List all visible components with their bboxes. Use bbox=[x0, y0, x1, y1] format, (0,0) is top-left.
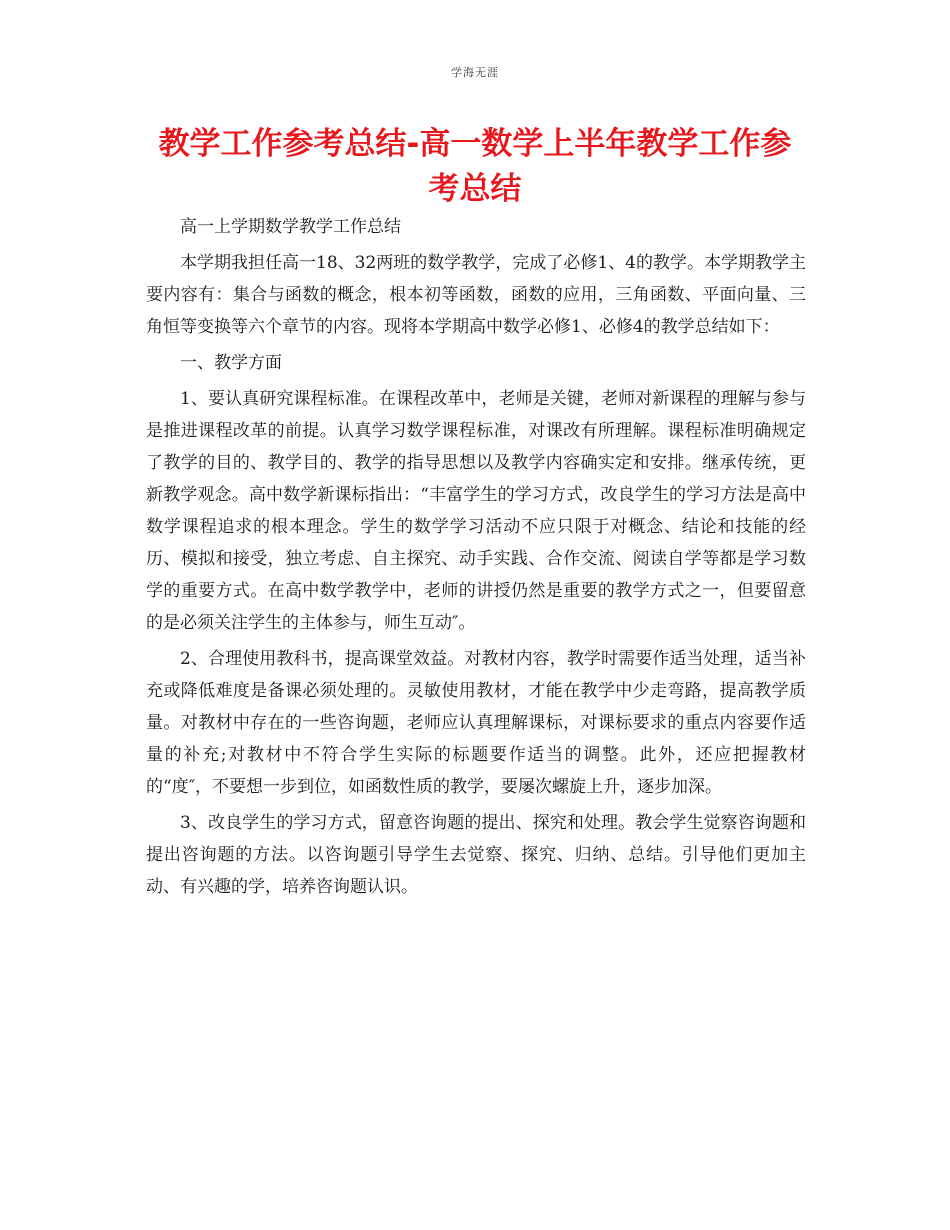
page-header: 学海无涯 bbox=[451, 66, 499, 79]
document-body bbox=[146, 211, 806, 907]
paragraph-item-2: 2、合理使用教科书，提高课堂效益。对教材内容，教学时需要作适当处理，适当补充或降低难度是备课必须处理的。灵敏使用教材，才能在教学中少走弯路，提高教学质量。对教材中存在的一些咨询题，老师应认真理解课标，对课标要求的重点内容要作适量的补充;对教材中不符合学生实际的标题要作适当的调整。此外，还应把握教材的“度″，不要想一步到位，如函数性质的教学，要屡次螺旋上升，逐步加深。 bbox=[146, 649, 806, 797]
section-heading-teaching: 一、教学方面 bbox=[180, 353, 282, 373]
paragraph-item-1: 1、要认真研究课程标准。在课程改革中，老师是关键，老师对新课程的理解与参与是推进课程改革的前提。认真学习数学课程标准，对课改有所理解。课程标准明确规定了教学的目的、教学目的、教学的指导思想以及教学内容确实定和安排。继承传统，更新教学观念。高中数学新课标指出：“丰富学生的学习方式，改良学生的学习方法是高中数学课程追求的根本理念。学生的数学学习活动不应只限于对概念、结论和技能的经历、模拟和接受，独立考虑、自主探究、动手实践、合作交流、阅读自学等都是学习数学的重要方式。在高中数学教学中，老师的讲授仍然是重要的教学方式之一，但要留意的是必须关注学生的主体参与，师生互动″。 bbox=[146, 389, 806, 633]
paragraph-intro: 本学期我担任高一18、32两班的数学教学，完成了必修1、4的教学。本学期教学主要内容有：集合与函数的概念，根本初等函数，函数的应用，三角函数、平面向量、三角恒等变换等六个章节的内容。现将本学期高中数学必修1、必修4的教学总结如下： bbox=[146, 253, 806, 337]
section-subtitle: 高一上学期数学教学工作总结 bbox=[180, 217, 401, 237]
paragraph-item-3: 3、改良学生的学习方式，留意咨询题的提出、探究和处理。教会学生觉察咨询题和提出咨询题的方法。以咨询题引导学生去觉察、探究、归纳、总结。引导他们更加主动、有兴趣的学，培养咨询题认识。 bbox=[146, 813, 806, 897]
document-title: 教学工作参考总结-高一数学上半年教学工作参考总结 bbox=[158, 126, 792, 207]
